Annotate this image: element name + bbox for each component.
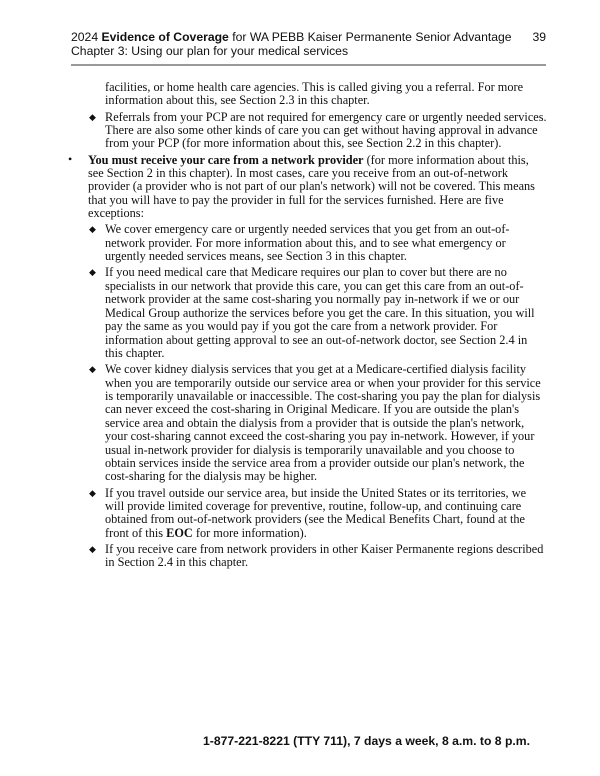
text-line: If you travel outside our service area, but inside the United States or its territories, we (105, 485, 527, 500)
exception-other-regions (0, 543, 600, 570)
text-line: your cost-sharing cannot exceed the cost-sharing you pay in-network. However, if your (105, 429, 535, 444)
diamond-bullet-icon: ◆ (89, 267, 96, 278)
text-line: when you are temporarily outside our service area or when your provider for this service (105, 375, 541, 390)
text-line: Referrals from your PCP are not required for emergency care or urgently needed services. (105, 109, 547, 124)
text-line: obtain services inside the service area from a provider outside our plan's network, the (105, 455, 525, 470)
chapter-title: Chapter 3: Using our plan for your medical services (71, 44, 349, 58)
diamond-bullet-icon: ◆ (89, 111, 96, 122)
exception-travel (0, 487, 600, 541)
text-line: If you need medical care that Medicare requires our plan to cover but there are no (105, 265, 507, 280)
list-item-network-provider (0, 151, 600, 221)
text-line: cost-sharing for the dialysis may be higher. (105, 469, 318, 484)
list-item-referrals (0, 111, 600, 151)
text-line: can never exceed the cost-sharing in Original Medicare. If you are outside the plan's (105, 402, 519, 417)
text-line: exceptions: (88, 206, 145, 221)
text-line: provider (a provider who is not part of our plan's network) will not be covered. This means (88, 179, 535, 194)
diamond-bullet-icon: ◆ (89, 543, 96, 554)
text-line: information about getting approval to see an out-of-network doctor, see Section 2.4 in (105, 332, 528, 347)
text-line: this chapter. (105, 345, 165, 360)
text-line: front of this EOC for more information). (105, 525, 307, 540)
text-line: information about this, see Section 2.3 in this chapter. (105, 93, 370, 108)
text-line: Medical Group authorize the services before you get the care. In this situation, you will (105, 305, 535, 320)
text-line: see Section 2 in this chapter). In most cases, care you receive from an out-of-network (88, 166, 508, 181)
page-header (71, 30, 546, 58)
text-line: in Section 2.4 in this chapter. (105, 555, 249, 570)
text-line: network provider. For more information about this, and to see what emergency or (105, 235, 506, 250)
page-number: 39 (532, 30, 546, 44)
footer-contact: 1-877-221-8221 (TTY 711), 7 days a week, 8 a.m. to 8 p.m. (203, 734, 530, 748)
header-title: 2024 Evidence of Coverage for WA PEBB Kaiser Permanente Senior Advantage (71, 30, 512, 44)
text-line: that you will have to pay the provider in full for the services furnished. Here are five (88, 192, 504, 207)
exception-emergency (0, 223, 600, 263)
text-line: specialists in our network that provide this care, you can get this care from an out-of- (105, 278, 524, 293)
header-divider (71, 64, 546, 66)
bullet-icon: • (68, 151, 73, 166)
text-line: obtained from out-of-network providers (see the Medical Benefits Chart, found at the (105, 512, 526, 527)
text-line: network provider at the same cost-sharing you normally pay in-network if we or our (105, 292, 520, 307)
diamond-bullet-icon: ◆ (89, 487, 96, 498)
text-line: service area and obtain the dialysis from a provider that is outside the plan's network, (105, 415, 525, 430)
text-line: is temporarily unavailable or inaccessible. The cost-sharing you pay the plan for dialysis (105, 388, 541, 403)
text-line: urgently needed services means, see Section 3 in this chapter. (105, 249, 407, 264)
diamond-bullet-icon: ◆ (89, 224, 96, 235)
text-line: will provide limited coverage for preventive, routine, follow-up, and continuing care (105, 498, 522, 513)
text-line: facilities, or home health care agencies. This is called giving you a referral. For more (105, 80, 524, 94)
diamond-bullet-icon: ◆ (89, 364, 96, 375)
text-line: from your PCP (for more information about this, see Section 2.2 in this chapter). (105, 136, 502, 151)
exception-no-specialists (0, 266, 600, 360)
text-line: We cover kidney dialysis services that you get at a Medicare-certified dialysis facility (105, 362, 527, 377)
exception-dialysis (0, 363, 600, 484)
continued-paragraph (0, 81, 600, 108)
text-line: If you receive care from network providers in other Kaiser Permanente regions described (105, 541, 544, 556)
text-line: There are also some other kinds of care you can get without having approval in advance (105, 123, 538, 138)
text-line: We cover emergency care or urgently needed services that you get from an out-of- (105, 222, 510, 237)
text-line: pay the same as you would pay if you got the care from a network provider. For (105, 319, 498, 334)
page-body (0, 81, 600, 573)
text-line: You must receive your care from a network provider (for more information about this, (88, 152, 529, 167)
text-line: usual in-network provider for dialysis is temporarily unavailable and you choose to (105, 442, 515, 457)
